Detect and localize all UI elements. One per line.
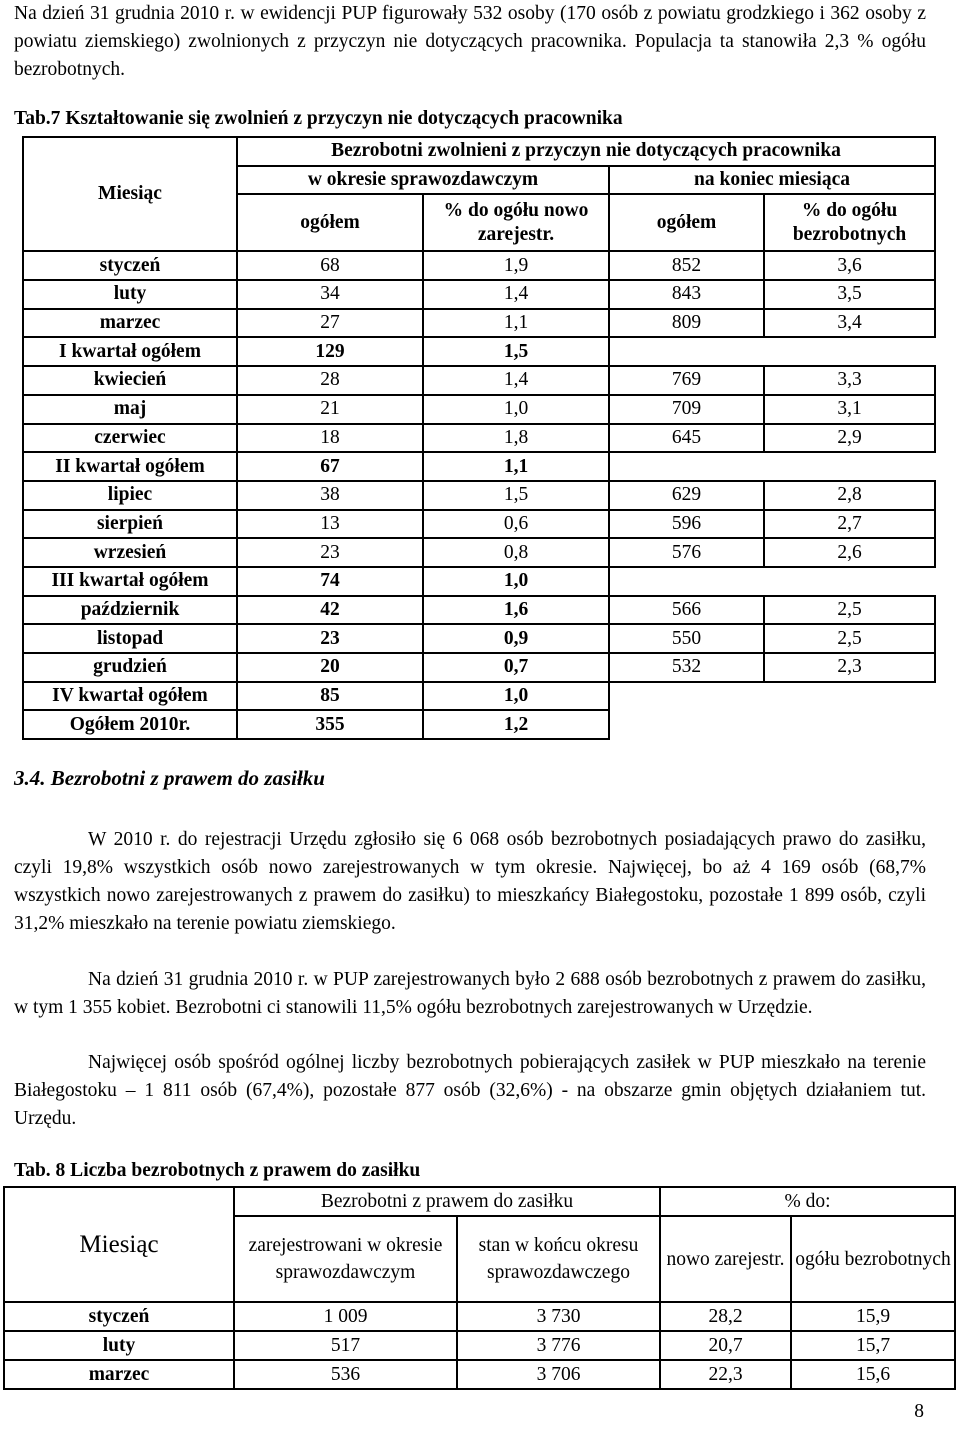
empty-cell: [609, 682, 935, 711]
empty-cell: [609, 337, 935, 366]
table7-caption: [14, 108, 623, 130]
end-total-cell: 566: [609, 596, 764, 625]
pct-unemployed-cell: 3,5: [764, 280, 935, 309]
total-cell: 23: [237, 624, 423, 653]
month-cell: grudzień: [23, 653, 237, 682]
end-state-cell: 3 776: [457, 1331, 660, 1360]
month-cell: I kwartał ogółem: [23, 337, 237, 366]
pct-new-cell: 1,8: [423, 424, 609, 453]
registered-cell: 1 009: [234, 1302, 457, 1331]
pct-new-cell: 1,5: [423, 481, 609, 510]
table-row: [23, 538, 935, 567]
pct-unemployed-cell: 2,5: [764, 596, 935, 625]
table8-caption: Tab. 8 Liczba bezrobotnych z prawem do zasiłku: [14, 1160, 421, 1181]
table8-header-pct-group: % do:: [660, 1187, 955, 1216]
month-cell: marzec: [23, 309, 237, 338]
table8-header-registered: zarejestrowani w okresie sprawozdawczym: [234, 1216, 457, 1302]
pct-new-cell: 0,9: [423, 624, 609, 653]
table7-header-pct-unemployed: % do ogółu bezrobotnych: [764, 194, 935, 251]
table8-header-end-state: stan w końcu okresu sprawozdawczego: [457, 1216, 660, 1302]
pct-unemployed-cell: 2,6: [764, 538, 935, 567]
table-row: [23, 424, 935, 453]
pct-new-cell: 28,2: [660, 1302, 791, 1331]
table-row: [23, 567, 935, 596]
pct-new-cell: 1,2: [423, 710, 609, 739]
table7-header-month: Miesiąc: [23, 137, 237, 251]
month-cell: styczeń: [23, 251, 237, 280]
month-cell: październik: [23, 596, 237, 625]
table-row: [23, 710, 935, 739]
end-total-cell: 550: [609, 624, 764, 653]
table-row: [23, 337, 935, 366]
pct-new-cell: 1,6: [423, 596, 609, 625]
table7-caption-text: Kształtowanie się zwolnień z przyczyn nie dotyczących pracownika: [65, 108, 623, 129]
pct-unemployed-cell: 2,3: [764, 653, 935, 682]
section-paragraph-3-text: Najwięcej osób spośród ogólnej liczby bezrobotnych pobierających zasiłek w PUP mieszkało na terenie Białegostoku – 1 811 osób (67,4%), pozostałe 877 osób (32,6%) - na obszarze gmin objętych działaniem tut. Urzędu.: [14, 1052, 926, 1129]
intro-paragraph: Na dzień 31 grudnia 2010 r. w ewidencji PUP figurowały 532 osoby (170 osób z powiatu grodzkiego i 362 osoby z powiatu ziemskiego) zwolnionych z przyczyn nie dotyczących pracownika. Populacja ta stanowiła 2,3 % ogółu bezrobotnych.: [14, 3, 926, 80]
page-number: 8: [914, 1401, 924, 1422]
total-cell: 27: [237, 309, 423, 338]
table-row: [4, 1360, 955, 1389]
month-cell: Ogółem 2010r.: [23, 710, 237, 739]
table8-header-month: Miesiąc: [4, 1187, 234, 1302]
end-total-cell: 852: [609, 251, 764, 280]
pct-unemployed-cell: 2,9: [764, 424, 935, 453]
section-heading: 3.4. Bezrobotni z prawem do zasiłku: [14, 766, 325, 790]
total-cell: 20: [237, 653, 423, 682]
month-cell: luty: [23, 280, 237, 309]
pct-total-cell: 15,9: [791, 1302, 955, 1331]
pct-new-cell: 0,8: [423, 538, 609, 567]
end-total-cell: 709: [609, 395, 764, 424]
pct-unemployed-cell: 3,4: [764, 309, 935, 338]
table-row: [23, 366, 935, 395]
section-paragraph-2: [14, 966, 926, 1022]
total-cell: 355: [237, 710, 423, 739]
section-paragraph-3: [14, 1049, 926, 1133]
table7-header-end-month: na koniec miesiąca: [609, 166, 935, 195]
total-cell: 74: [237, 567, 423, 596]
total-cell: 67: [237, 452, 423, 481]
table-row: [23, 596, 935, 625]
total-cell: 42: [237, 596, 423, 625]
pct-new-cell: 1,0: [423, 567, 609, 596]
table7-caption-label: Tab.7: [14, 108, 61, 129]
pct-new-cell: 1,5: [423, 337, 609, 366]
section-paragraph-1: [14, 826, 926, 938]
month-cell: kwiecień: [23, 366, 237, 395]
end-state-cell: 3 706: [457, 1360, 660, 1389]
total-cell: 23: [237, 538, 423, 567]
month-cell: lipiec: [23, 481, 237, 510]
end-total-cell: 576: [609, 538, 764, 567]
table-row: [23, 481, 935, 510]
month-cell: marzec: [4, 1360, 234, 1389]
pct-new-cell: 20,7: [660, 1331, 791, 1360]
pct-unemployed-cell: 2,5: [764, 624, 935, 653]
table-row: [23, 280, 935, 309]
table7-header-total-end: ogółem: [609, 194, 764, 251]
total-cell: 68: [237, 251, 423, 280]
table-row: [23, 510, 935, 539]
table-row: [23, 309, 935, 338]
table-row: [4, 1331, 955, 1360]
total-cell: 34: [237, 280, 423, 309]
pct-unemployed-cell: 3,1: [764, 395, 935, 424]
table-row: [23, 251, 935, 280]
pct-new-cell: 1,9: [423, 251, 609, 280]
month-cell: sierpień: [23, 510, 237, 539]
pct-new-cell: 1,1: [423, 309, 609, 338]
pct-new-cell: 1,0: [423, 395, 609, 424]
table-row: [23, 624, 935, 653]
table7-header-period: w okresie sprawozdawczym: [237, 166, 609, 195]
total-cell: 85: [237, 682, 423, 711]
table-row: [23, 395, 935, 424]
pct-unemployed-cell: 2,7: [764, 510, 935, 539]
end-state-cell: 3 730: [457, 1302, 660, 1331]
table8-header-new-reg: nowo zarejestr.: [660, 1216, 791, 1302]
pct-unemployed-cell: 2,8: [764, 481, 935, 510]
pct-total-cell: 15,7: [791, 1331, 955, 1360]
month-cell: maj: [23, 395, 237, 424]
month-cell: listopad: [23, 624, 237, 653]
table8: [3, 1186, 956, 1390]
total-cell: 13: [237, 510, 423, 539]
table-row: [23, 682, 935, 711]
month-cell: czerwiec: [23, 424, 237, 453]
month-cell: II kwartał ogółem: [23, 452, 237, 481]
pct-new-cell: 1,4: [423, 280, 609, 309]
month-cell: styczeń: [4, 1302, 234, 1331]
table7-header-pct-new: % do ogółu nowo zarejestr.: [423, 194, 609, 251]
end-total-cell: 645: [609, 424, 764, 453]
table-row: [4, 1302, 955, 1331]
end-total-cell: 809: [609, 309, 764, 338]
pct-unemployed-cell: 3,6: [764, 251, 935, 280]
month-cell: III kwartał ogółem: [23, 567, 237, 596]
total-cell: 28: [237, 366, 423, 395]
table7-header-total: ogółem: [237, 194, 423, 251]
pct-new-cell: 0,7: [423, 653, 609, 682]
empty-cell: [609, 567, 935, 596]
end-total-cell: 532: [609, 653, 764, 682]
table-row: [23, 452, 935, 481]
section-paragraph-2-text: Na dzień 31 grudnia 2010 r. w PUP zarejestrowanych było 2 688 osób bezrobotnych z prawem do zasiłku, w tym 1 355 kobiet. Bezrobotni ci stanowili 11,5% ogółu bezrobotnych zarejestrowanych w Urzędzie.: [14, 969, 926, 1018]
month-cell: wrzesień: [23, 538, 237, 567]
pct-new-cell: 1,0: [423, 682, 609, 711]
table7-header-group: Bezrobotni zwolnieni z przyczyn nie dotyczących pracownika: [237, 137, 935, 166]
end-total-cell: 769: [609, 366, 764, 395]
end-total-cell: 596: [609, 510, 764, 539]
registered-cell: 536: [234, 1360, 457, 1389]
pct-new-cell: 1,4: [423, 366, 609, 395]
table8-header-group: Bezrobotni z prawem do zasiłku: [234, 1187, 660, 1216]
table-row: [23, 653, 935, 682]
total-cell: 129: [237, 337, 423, 366]
month-cell: IV kwartał ogółem: [23, 682, 237, 711]
total-cell: 38: [237, 481, 423, 510]
registered-cell: 517: [234, 1331, 457, 1360]
end-total-cell: 629: [609, 481, 764, 510]
empty-cell: [609, 710, 935, 739]
pct-unemployed-cell: 3,3: [764, 366, 935, 395]
month-cell: luty: [4, 1331, 234, 1360]
pct-total-cell: 15,6: [791, 1360, 955, 1389]
empty-cell: [609, 452, 935, 481]
table8-header-total-unemp: ogółu bezrobotnych: [791, 1216, 955, 1302]
table7: [22, 136, 936, 740]
end-total-cell: 843: [609, 280, 764, 309]
total-cell: 18: [237, 424, 423, 453]
pct-new-cell: 0,6: [423, 510, 609, 539]
pct-new-cell: 22,3: [660, 1360, 791, 1389]
section-paragraph-1-text: W 2010 r. do rejestracji Urzędu zgłosiło się 6 068 osób bezrobotnych posiadających prawo do zasiłku, czyli 19,8% wszystkich osób nowo zarejestrowanych w tym okresie. Najwięcej, bo aż 4 169 osób (68,7% wszystkich nowo zarejestrowanych z prawem do zasiłku) to mieszkańcy Białegostoku, pozostałe 1 899 osób, czyli 31,2% mieszkało na terenie powiatu ziemskiego.: [14, 829, 926, 934]
pct-new-cell: 1,1: [423, 452, 609, 481]
total-cell: 21: [237, 395, 423, 424]
